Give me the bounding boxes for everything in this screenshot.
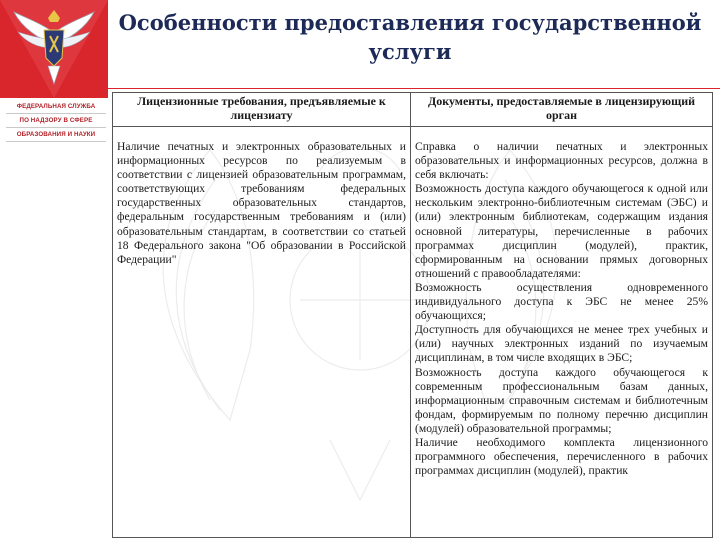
organization-line: ПО НАДЗОРУ В СФЕРЕ (6, 114, 106, 128)
organization-line: ОБРАЗОВАНИЯ И НАУКИ (6, 128, 106, 142)
organization-name (6, 100, 106, 142)
document-item: Возможность доступа каждого обучающегося к одной или нескольким электронно-библиотечным системам (ЭБС) и (или) электронным библиотекам, содержащим издания основной литературы, перечисленные в рабочих программах дисциплин (модулей), практик, сформированным на основании прямых договорных отношений с правообладателями: (415, 182, 708, 280)
organization-line: ФЕДЕРАЛЬНАЯ СЛУЖБА (6, 100, 106, 114)
requirement-text: Наличие печатных и электронных образовательных и информационных ресурсов по реализуемым в соответствии с лицензией образовательным программам, соответствующих требованиям федеральных государственных образовательных стандартов, федеральным государственным требованиям и (или) образовательным стандартам, в соответствии со статьей 18 Федерального закона "Об образовании в Российской Федерации" (117, 140, 406, 266)
requirements-cell (113, 127, 411, 538)
document-item: Возможность доступа каждого обучающегося к современным профессиональным базам данных, информационным справочным системам и библиотечным фондам, формируемым по полному перечню дисциплин (модулей) образовательной программы; (415, 365, 708, 435)
document-item: Возможность осуществления одновременного индивидуального доступа к ЭБС не менее 25% обучающихся; (415, 280, 708, 323)
column-header-requirements: Лицензионные требования, предъявляемые к лицензиату (113, 93, 411, 127)
emblem-panel (0, 0, 108, 98)
header-divider (108, 88, 720, 89)
documents-cell (411, 127, 713, 538)
document-item: Справка о наличии печатных и электронных образовательных и информационных ресурсов, должна в себя включать: (415, 140, 708, 182)
column-header-documents: Документы, предоставляемые в лицензирующий орган (411, 93, 713, 127)
document-item: Наличие необходимого комплекта лицензионного программного обеспечения, перечисленного в рабочих программах дисциплин (модулей), практик (415, 435, 708, 478)
requirements-table (112, 92, 713, 538)
eagle-emblem-icon (0, 0, 108, 98)
page-title: Особенности предоставления государственной услуги (118, 10, 702, 64)
table-header-row (113, 93, 713, 127)
document-item: Доступность для обучающихся не менее трех учебных и (или) научных электронных изданий по изучаемым дисциплинам, в том числе входящих в ЭБС; (415, 323, 708, 365)
table-row (113, 127, 713, 538)
